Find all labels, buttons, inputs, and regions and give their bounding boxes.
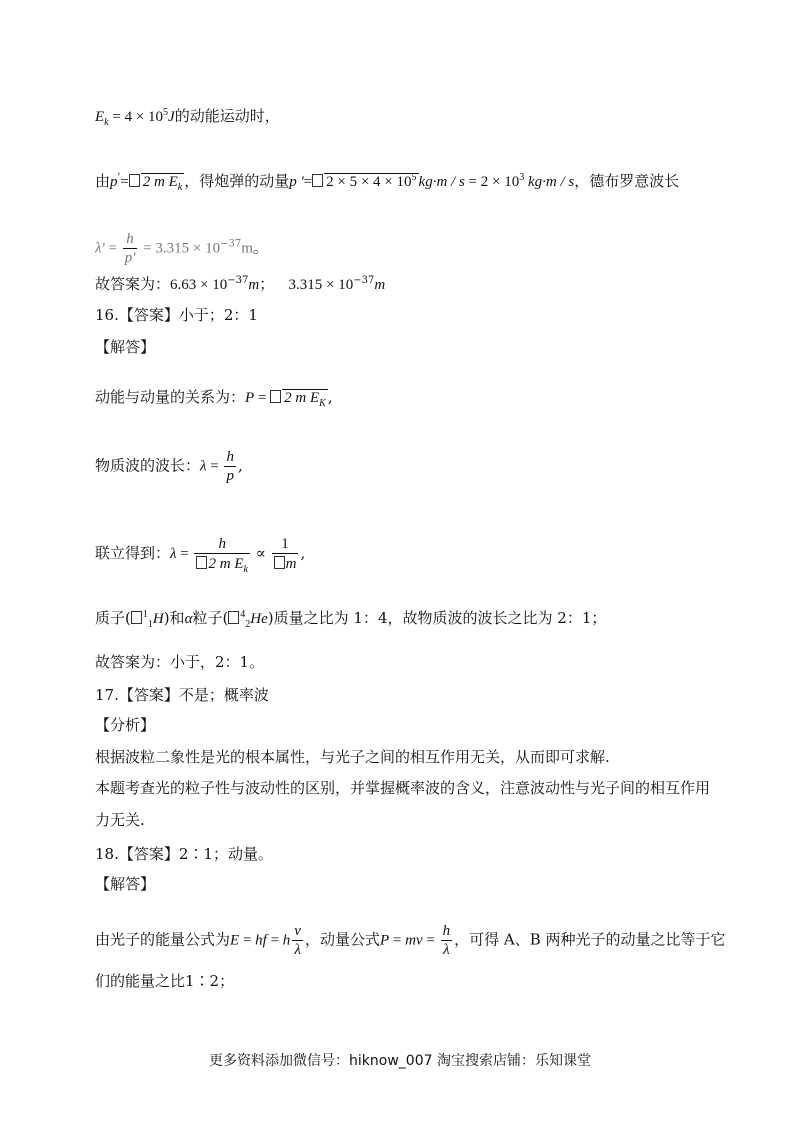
line-photon-energy: 由光子的能量公式为E = hf = h $\frac{v}{\lambda}$ ，动量公式P = mv = $\frac{h}{\lambda}$ ，可得 A、B 两种光子的动量之比等于它 — [95, 923, 726, 958]
answer-line-16: 故答案为：小于，2：1。 — [95, 653, 265, 671]
answer-16: 16.【答案】小于；2：1 — [95, 306, 258, 324]
fenxi-heading: 【分析】 — [95, 716, 156, 734]
line-proton-alpha: 质子( $^1_1$H)和α粒子( $^4_2$He)质量之比为 1：4，故物质波的波长之比为 2：1； — [95, 609, 607, 630]
line-matter-wave: 物质波的波长：λ = $\frac{h}{p}$ , — [95, 449, 243, 484]
analysis-line-2: 本题考查光的粒子性与波动性的区别，并掌握概率波的含义，注意波动性与光子间的相互作用力无关. — [95, 779, 711, 829]
line-answer-15: 故答案为：$6.63 \times 10^{-37}m$； $3.315 \times 10^{-37}m$ — [95, 275, 386, 293]
answer-17: 17.【答案】不是；概率波 — [95, 686, 269, 704]
footer-note: 更多资料添加微信号：hiknow_007 淘宝搜索店铺：乐知课堂 — [209, 1053, 591, 1069]
jieda-heading-2: 【解答】 — [95, 875, 156, 893]
line-energy-ratio: 们的能量之比1∶2； — [95, 972, 235, 990]
answer-18: 18.【答案】2∶1；动量。 — [95, 845, 273, 863]
line-ek: $E_k = 4 \times 10^5J$的动能运动时， — [95, 107, 280, 128]
line-combined: 联立得到：λ = $\frac{h}{2 m E_k}$ ∝ $\frac{1}{m}$ , — [95, 536, 306, 575]
line-momentum: 由p'= 2 m $E_k$ ，得炮弹的动量p '= $2 \times 5 \times 4 \times 10^5$ $kg\cdot m / s = 2 \times 10^3$ kg·m / s，德布罗意波长 — [95, 172, 680, 193]
line-energy-momentum: 动能与动量的关系为：P = 2 m $E_K$ , — [95, 388, 333, 409]
jieda-heading-1: 【解答】 — [95, 338, 156, 356]
line-wavelength: λ' = $\frac{h}{p'}$ = $3.315 \times 10^{-37}m$。 — [95, 231, 268, 266]
analysis-line-1: 根据波粒二象性是光的根本属性，与光子之间的相互作用无关，从而即可求解. — [95, 748, 610, 766]
